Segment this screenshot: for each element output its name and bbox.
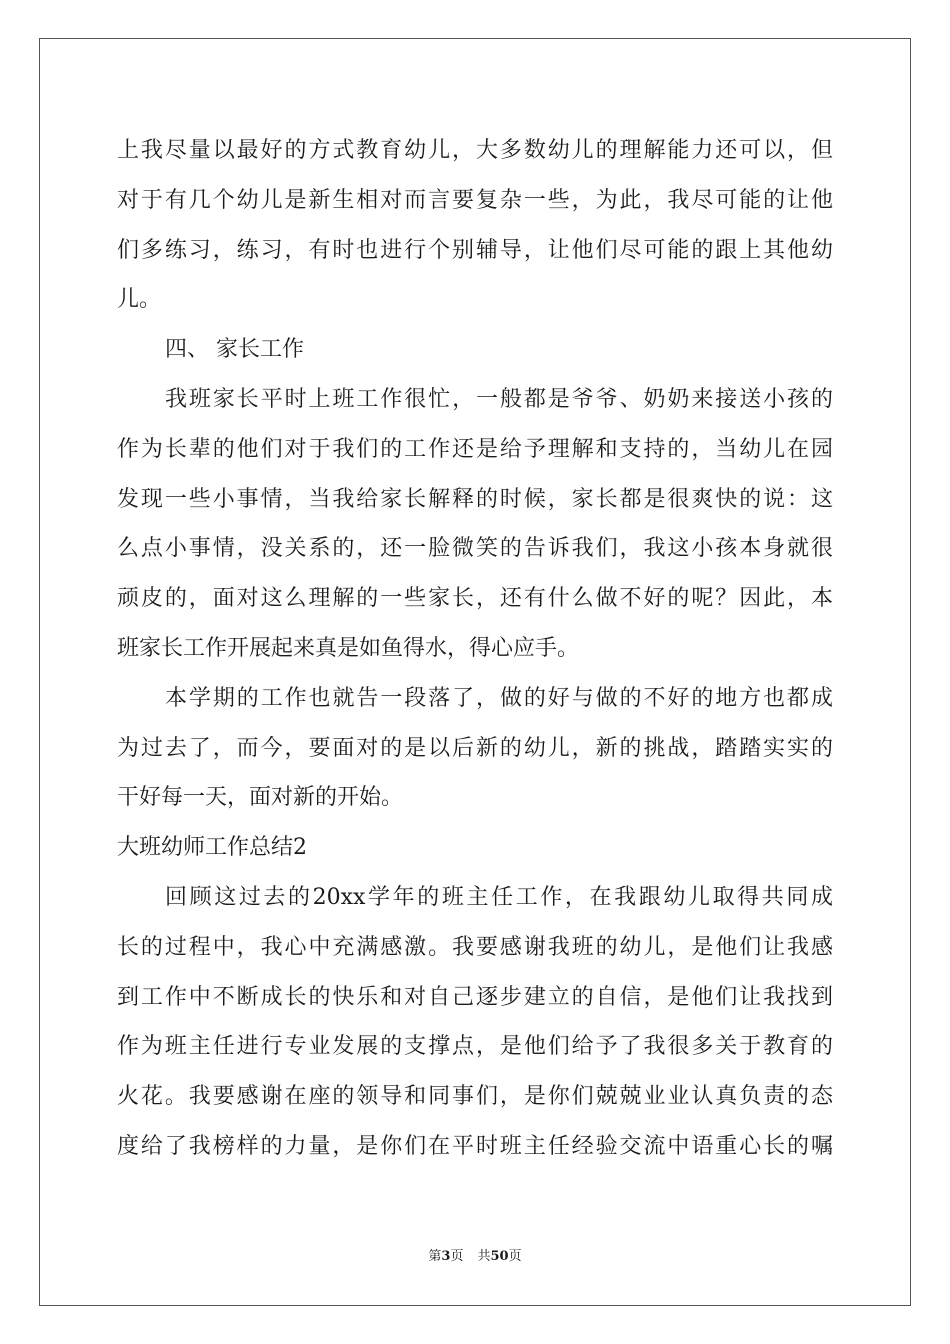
text-line: 度给了我榜样的力量，是你们在平时班主任经验交流中语重心长的嘱	[117, 1133, 833, 1159]
text-line: 回顾这过去的20xx学年的班主任工作，在我跟幼儿取得共同成	[165, 884, 833, 910]
page-total-prefix: 共	[477, 1249, 491, 1264]
document-body	[117, 126, 833, 1172]
text-line: 上我尽量以最好的方式教育幼儿，大多数幼儿的理解能力还可以，但	[117, 138, 833, 163]
text-line: 对于有几个幼儿是新生相对而言要复杂一些，为此，我尽可能的让他	[117, 187, 833, 213]
text-line: 我班家长平时上班工作很忙，一般都是爷爷、奶奶来接送小孩的	[165, 386, 833, 412]
text-line: 为过去了，而今，要面对的是以后新的幼儿，新的挑战，踏踏实实的	[117, 735, 833, 761]
page-footer	[0, 1245, 950, 1264]
page-number-current: 3	[441, 1249, 451, 1264]
text-line: 四、 家长工作	[165, 337, 304, 363]
text-line: 们多练习，练习，有时也进行个别辅导，让他们尽可能的跟上其他幼	[117, 237, 833, 263]
text-line: 么点小事情，没关系的，还一脸微笑的告诉我们，我这小孩本身就很	[117, 536, 833, 562]
text-line: 到工作中不断成长的快乐和对自己逐步建立的自信，是他们让我找到	[117, 984, 833, 1010]
page-total-count: 50	[490, 1249, 509, 1264]
text-line: 顽皮的，面对这么理解的一些家长，还有什么做不好的呢？因此，本	[117, 586, 833, 612]
text-line: 干好每一天，面对新的开始。	[117, 785, 404, 811]
text-line: 本学期的工作也就告一段落了，做的好与做的不好的地方也都成	[165, 685, 833, 711]
text-line: 作为长辈的他们对于我们的工作还是给予理解和支持的，当幼儿在园	[117, 436, 833, 462]
text-line: 作为班主任进行专业发展的支撑点，是他们给予了我很多关于教育的	[117, 1034, 833, 1060]
text-line: 儿。	[117, 287, 162, 313]
page-number-suffix: 页	[450, 1249, 464, 1264]
text-line: 火花。我要感谢在座的领导和同事们，是你们兢兢业业认真负责的态	[117, 1084, 833, 1110]
page-number-prefix: 第	[428, 1249, 442, 1264]
text-line: 大班幼师工作总结2	[117, 835, 307, 861]
text-line: 长的过程中，我心中充满感激。我要感谢我班的幼儿，是他们让我感	[117, 934, 833, 960]
text-line: 班家长工作开展起来真是如鱼得水，得心应手。	[117, 635, 580, 661]
text-line: 发现一些小事情，当我给家长解释的时候，家长都是很爽快的说：这	[117, 486, 833, 512]
page-total-suffix: 页	[508, 1249, 522, 1264]
